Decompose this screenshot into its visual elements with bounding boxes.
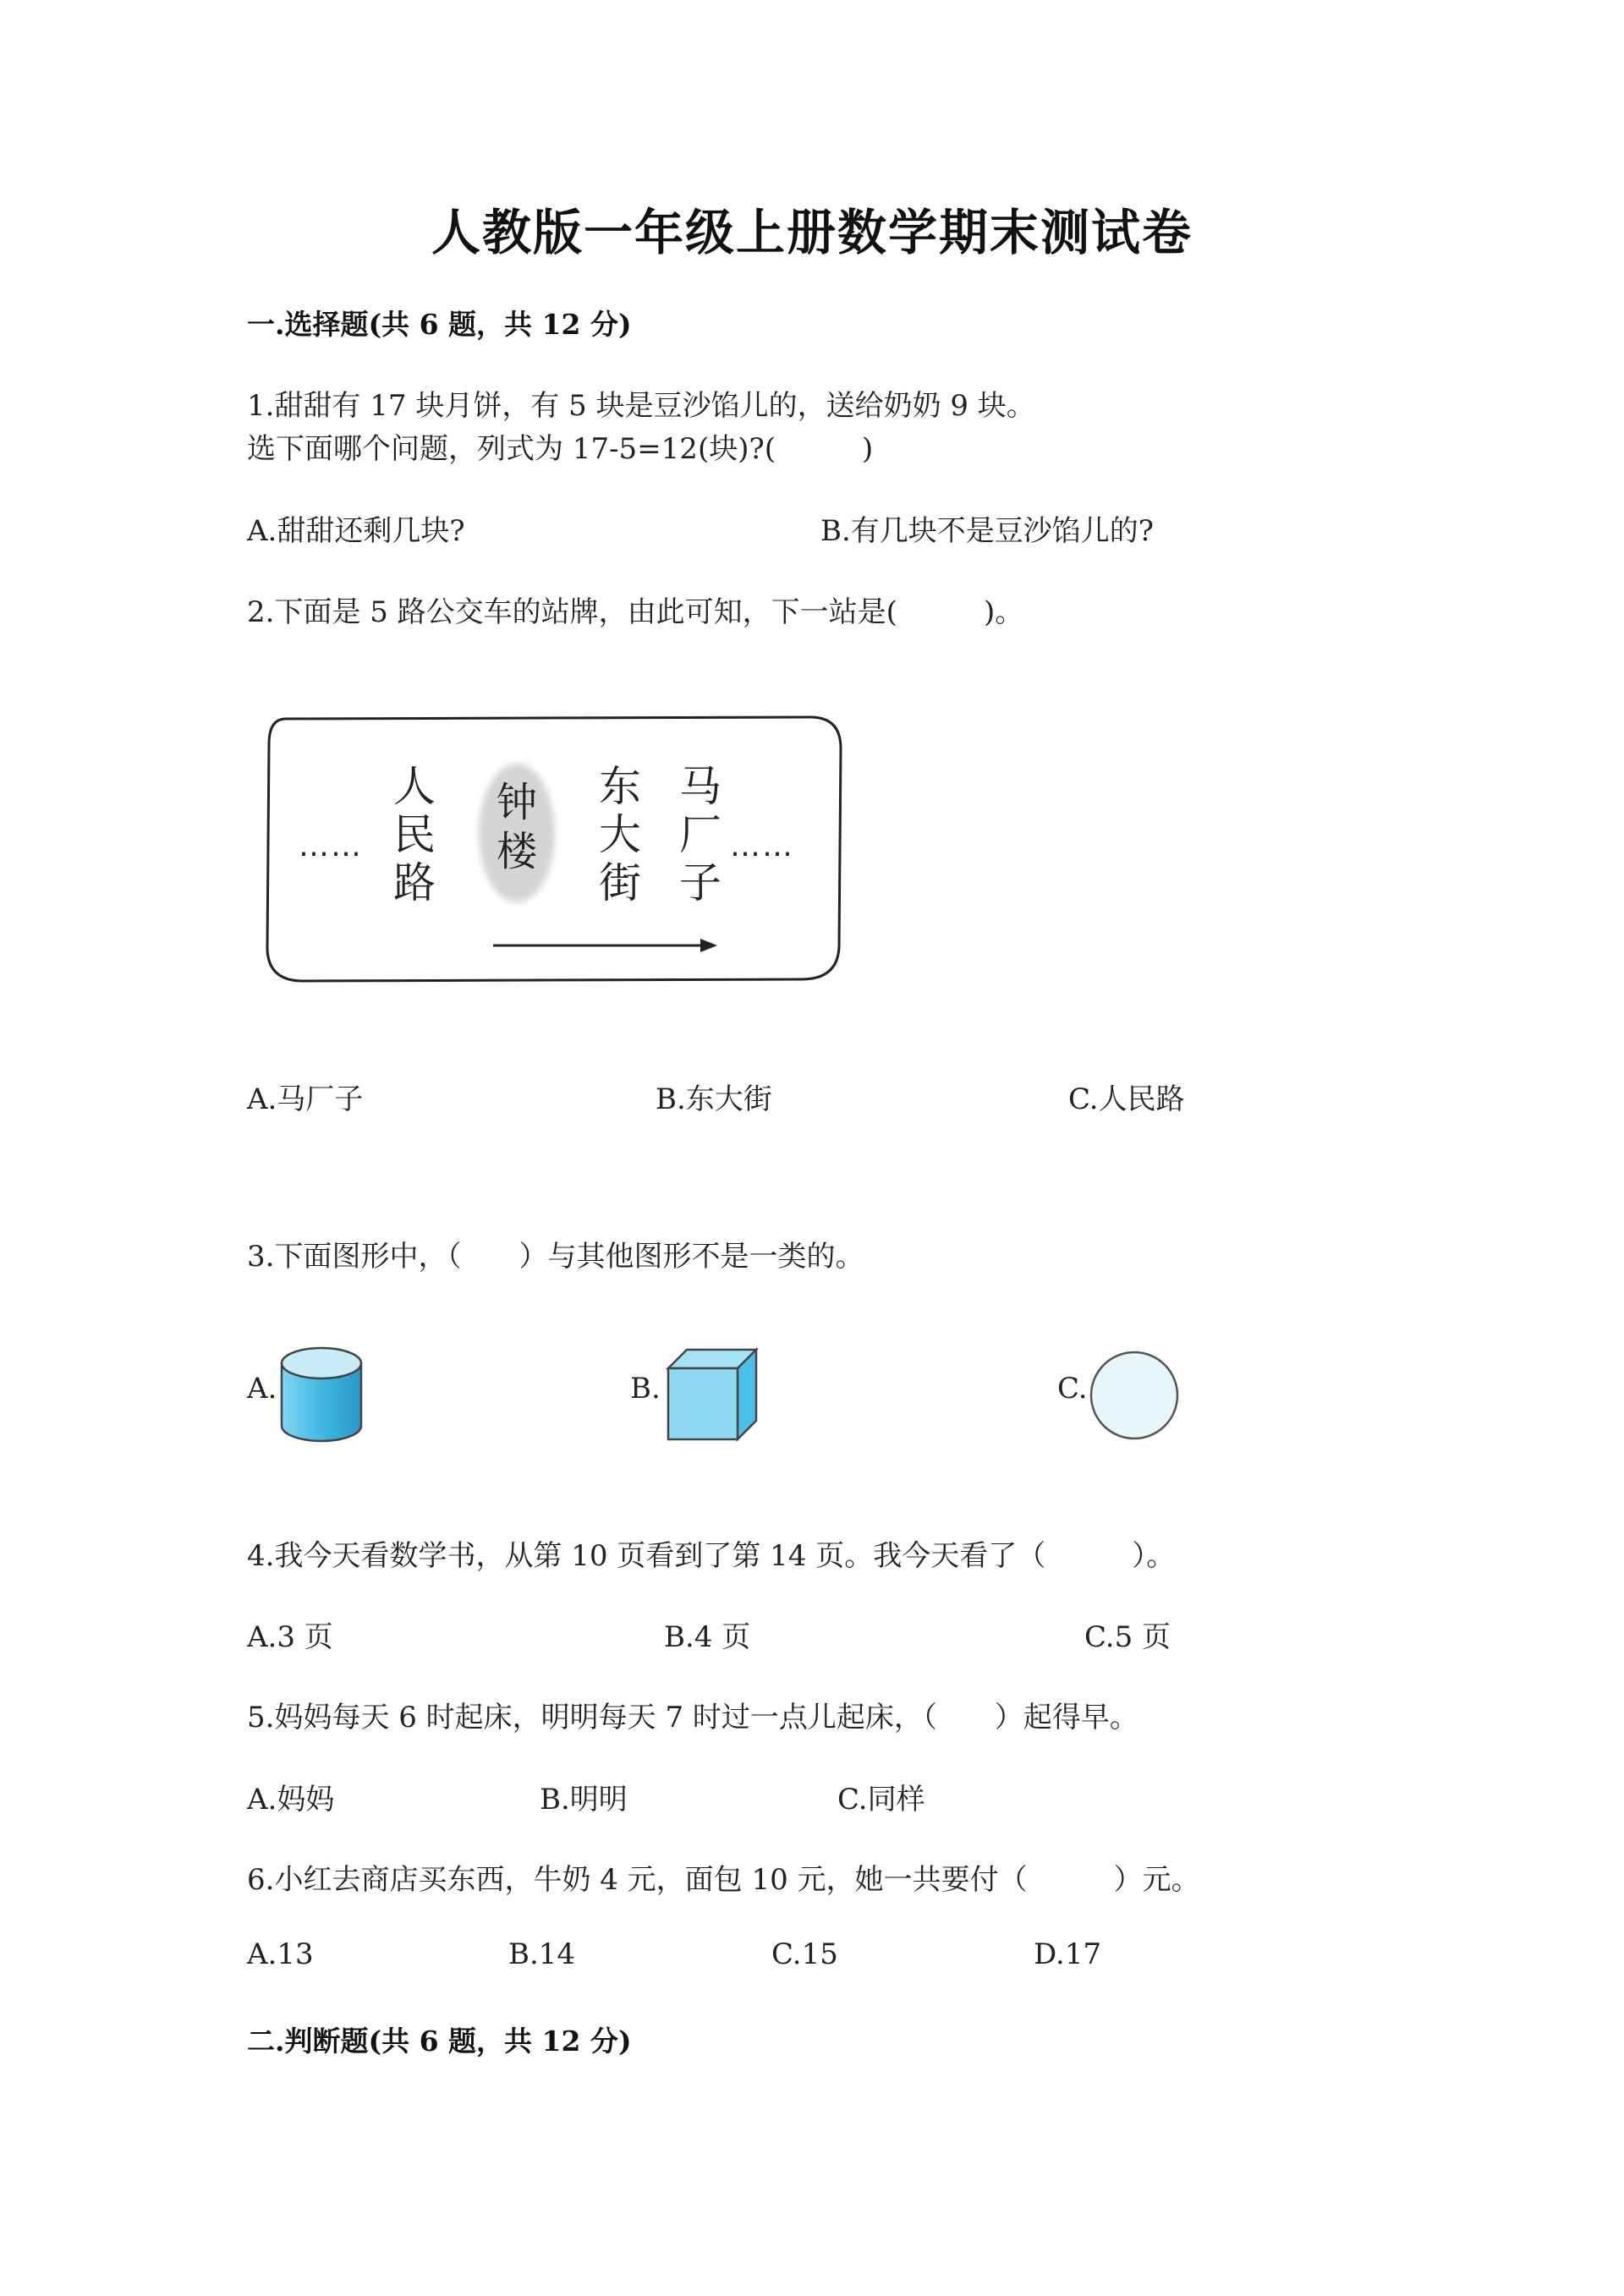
question-2-text: 2.下面是 5 路公交车的站牌，由此可知，下一站是( )。: [247, 595, 1024, 629]
question-2-option-a[interactable]: A.马厂子: [247, 1082, 364, 1116]
question-3-option-a[interactable]: A.: [247, 1372, 277, 1406]
station-dong-street: 东大街: [599, 762, 641, 907]
cube-icon: [663, 1343, 761, 1446]
question-3-text: 3.下面图形中，（ ）与其他图形不是一类的。: [247, 1240, 864, 1274]
circle-icon: [1087, 1348, 1182, 1443]
question-6-option-c[interactable]: C.15: [771, 1937, 838, 1971]
question-6-option-b[interactable]: B.14: [508, 1937, 576, 1971]
question-1-subtext: 选下面哪个问题，列式为 17-5=12(块)?( ): [247, 432, 874, 466]
question-1-text: 1.甜甜有 17 块月饼，有 5 块是豆沙馅儿的，送给奶奶 9 块。: [247, 389, 1035, 423]
question-1-option-b[interactable]: B.有几块不是豆沙馅儿的?: [820, 514, 1155, 548]
question-5-option-c[interactable]: C.同样: [837, 1783, 925, 1817]
question-6-option-d[interactable]: D.17: [1034, 1937, 1102, 1971]
question-4-option-c[interactable]: C.5 页: [1084, 1620, 1171, 1654]
question-6-text: 6.小红去商店买东西，牛奶 4 元，面包 10 元，她一共要付（ ）元。: [247, 1863, 1200, 1897]
question-4-text: 4.我今天看数学书，从第 10 页看到了第 14 页。我今天看了（ ）。: [247, 1539, 1176, 1573]
question-1-option-a[interactable]: A.甜甜还剩几块?: [247, 514, 465, 548]
question-3-option-c[interactable]: C.: [1057, 1372, 1088, 1406]
sign-dots-left: ……: [299, 829, 363, 863]
section-heading-choice: 一.选择题(共 6 题，共 12 分): [247, 308, 632, 341]
cylinder-icon: [277, 1345, 366, 1444]
station-clock-tower: 钟楼: [496, 779, 537, 875]
page-title: 人教版一年级上册数学期末测试卷: [431, 204, 1193, 261]
question-4-option-b[interactable]: B.4 页: [664, 1620, 751, 1654]
sign-dots-right: ……: [730, 829, 794, 863]
question-2-option-b[interactable]: B.东大街: [656, 1082, 772, 1116]
direction-arrow-icon: [700, 939, 717, 952]
question-2-option-c[interactable]: C.人民路: [1068, 1082, 1185, 1116]
question-5-text: 5.妈妈每天 6 时起床，明明每天 7 时过一点儿起床，（ ）起得早。: [247, 1701, 1138, 1734]
question-5-option-b[interactable]: B.明明: [540, 1783, 628, 1817]
section-heading-judgement: 二.判断题(共 6 题，共 12 分): [247, 2025, 632, 2058]
station-renmin-road: 人民路: [393, 762, 436, 907]
question-6-option-a[interactable]: A.13: [247, 1937, 314, 1971]
station-machangzi: 马厂子: [679, 762, 721, 907]
question-3-option-b[interactable]: B.: [630, 1372, 661, 1406]
bus-stop-sign: [261, 710, 844, 985]
question-5-option-a[interactable]: A.妈妈: [247, 1783, 335, 1817]
question-4-option-a[interactable]: A.3 页: [247, 1620, 333, 1654]
